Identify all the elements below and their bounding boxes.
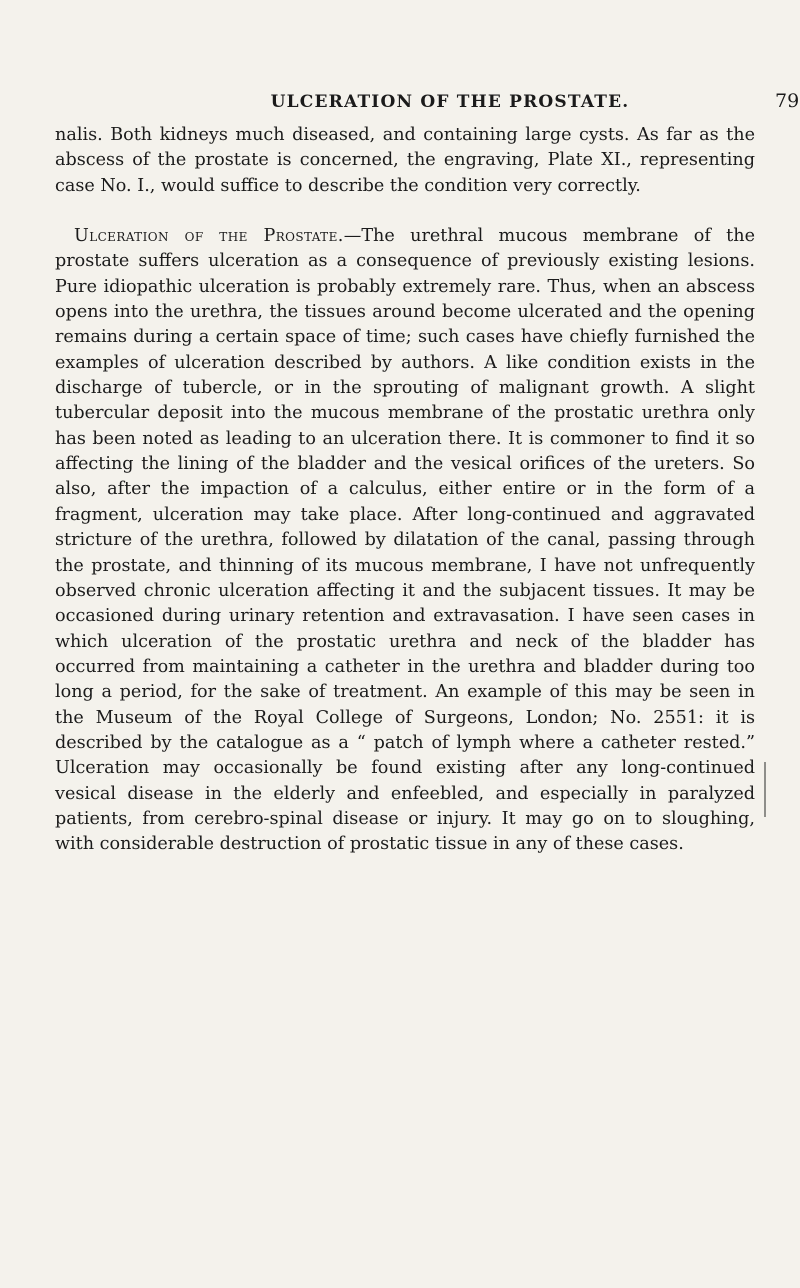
margin-bracket (764, 762, 766, 817)
section-heading: Ulceration of the Prostate. (74, 226, 344, 247)
page-number: 79 (775, 90, 800, 112)
paragraph-body: —The urethral mucous membrane of the prostate suffers ulceration as a consequence of previously existing lesions. Pure idiopathic ulceration is probably extremely rare. Thus, when an abscess opens into the urethra, the tissues around become ulcerated and the opening remains during a certain space of time; such cases have chiefly furnished the examples of ulceration described by authors. A like condition exists in the discharge of tubercle, or in the sprouting of malignant growth. A slight tubercular deposit into the mucous membrane of the prostatic urethra only has been noted as leading to an ulceration there. It is commoner to find it so affecting the lining of the bladder and the vesical orifices of the ureters. So also, after the impaction of a calculus, either entire or in the form of a fragment, ulceration may take place. After long-continued and aggravated stricture of the urethra, followed by dilatation of the canal, passing through the prostate, and thinning of its mucous membrane, I have not unfrequently observed chronic ulceration affecting it and the subjacent tissues. It may be occasioned during urinary retention and extravasation. I have seen cases in which ulceration of the prostatic urethra and neck of the bladder has occurred from maintaining a catheter in the urethra and bladder during too long a period, for the sake of treatment. An example of this may be seen in the Museum of the Royal College of Surgeons, London; No. 2551: it is described by the catalogue as a “ patch of lymph where a catheter rested.” Ulceration may occasionally be found existing after any long-continued vesical disease in the elderly and enfeebled, and especially in paralyzed patients, from cerebro-spinal disease or injury. It may go on to sloughing, with considerable destruction of prostatic tissue in any of these cases. (55, 226, 755, 855)
paragraph-ulceration (55, 224, 755, 858)
page-body (55, 123, 755, 858)
paragraph-continuation: nalis. Both kidneys much diseased, and containing large cysts. As far as the abscess of the prostate is concerned, the engraving, Plate XI., representing case No. I., would suffice to describe the condition very correctly. (55, 125, 755, 196)
running-head: ULCERATION OF THE PROSTATE. (270, 92, 630, 112)
